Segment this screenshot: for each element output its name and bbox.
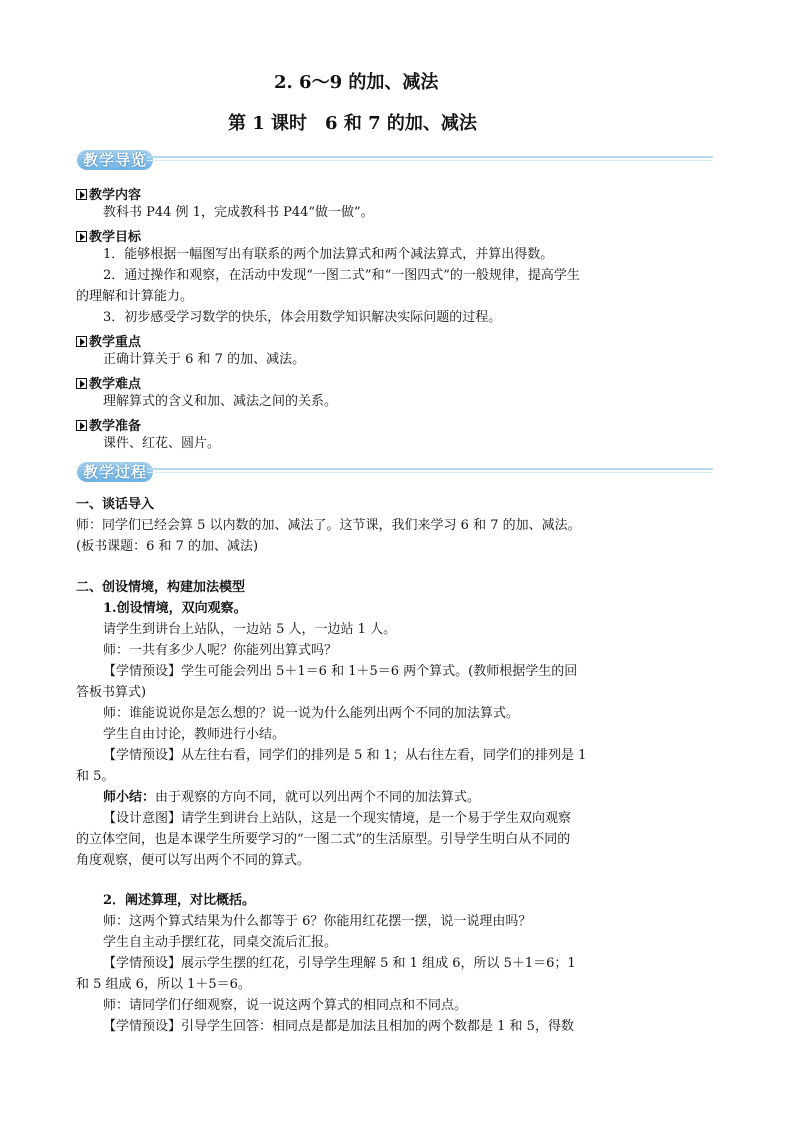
triangle-marker-icon [76,378,87,389]
triangle-marker-icon [76,336,87,347]
text-line: 师小结：由于观察的方向不同，就可以列出两个不同的加法算式。 [103,790,481,805]
text-line: 【学情预设】从左往右看，同学们的排列是 5 和 1；从右往左看，同学们的排列是 1 [103,748,587,763]
text-line: 正确计算关于 6 和 7 的加、减法。 [103,352,306,367]
triangle-marker-icon [76,420,87,431]
sub-heading: 2．阐述算理，对比概括。 [103,893,256,908]
page-title: 2. 6～9 的加、减法 [274,72,439,93]
text-line: 课件、红花、圆片。 [103,436,221,451]
text-line: 【设计意图】请学生到讲台上站队，这是一个现实情境，是一个易于学生双向观察 [103,811,572,826]
banner-label: 教学过程 [77,462,153,482]
text-line: 角度观察，便可以写出两个不同的算式。 [76,853,311,868]
triangle-marker-icon [76,231,87,242]
text-line: 答板书算式) [76,685,147,700]
heading-content: 教学内容 [76,184,141,203]
text-line: 和 5。 [76,769,115,784]
text-line: 【学情预设】引导学生回答：相同点是都是加法且相加的两个数都是 1 和 5，得数 [103,1019,574,1034]
text-line: 师：请同学们仔细观察，说一说这两个算式的相同点和不同点。 [103,998,468,1013]
triangle-marker-icon [76,189,87,200]
text-line: 的立体空间，也是本课学生所要学习的“一图二式”的生活原型。引导学生明白从不同的 [76,832,571,847]
heading-goals: 教学目标 [76,226,141,245]
text-line: 师：谁能说说你是怎么想的？说一说为什么能列出两个不同的加法算式。 [103,706,520,721]
page-subtitle: 第 1 课时 6 和 7 的加、减法 [228,113,477,134]
heading-prep: 教学准备 [76,415,141,434]
text-line: 3．初步感受学习数学的快乐，体会用数学知识解决实际问题的过程。 [103,310,502,325]
text-line: 师：这两个算式结果为什么都等于 6？你能用红花摆一摆，说一说理由吗？ [103,914,532,929]
text-line: 2．通过操作和观察，在活动中发现“一图二式”和“一图四式”的一般规律，提高学生 [103,268,580,283]
section-banner-guide [77,148,637,172]
text-line: 的理解和计算能力。 [76,289,194,304]
text-line: 学生自主动手摆红花，同桌交流后汇报。 [103,935,338,950]
text-line: 【学情预设】学生可能会列出 5＋1＝6 和 1＋5＝6 两个算式。(教师根据学生的回 [103,664,578,679]
sub-heading: 1.创设情境，双向观察。 [103,601,247,616]
text-line: 请学生到讲台上站队，一边站 5 人，一边站 1 人。 [103,622,397,637]
banner-label: 教学导览 [77,150,153,170]
heading-key: 教学重点 [76,331,141,350]
heading-difficulty: 教学难点 [76,373,141,392]
text-line: 1．能够根据一幅图写出有联系的两个加法算式和两个减法算式，并算出得数。 [103,247,554,262]
section-banner-process [77,460,637,484]
text-line: 和 5 组成 6，所以 1＋5＝6。 [76,977,251,992]
text-line: (板书课题：6 和 7 的加、减法) [76,539,259,554]
text-line: 【学情预设】展示学生摆的红花，引导学生理解 5 和 1 组成 6，所以 5＋1＝6；1 [103,956,576,971]
text-line: 师：同学们已经会算 5 以内数的加、减法了。这节课，我们来学习 6 和 7 的加、减法。 [76,518,581,533]
text-line: 理解算式的含义和加、减法之间的关系。 [103,394,338,409]
section-heading: 一、谈话导入 [76,497,155,512]
text-line: 学生自由讨论，教师进行小结。 [103,727,286,742]
text-line: 教科书 P44 例 1，完成教科书 P44“做一做”。 [103,205,374,220]
section-heading: 二、创设情境，构建加法模型 [76,580,246,595]
text-line: 师：一共有多少人呢？你能列出算式吗？ [103,643,338,658]
